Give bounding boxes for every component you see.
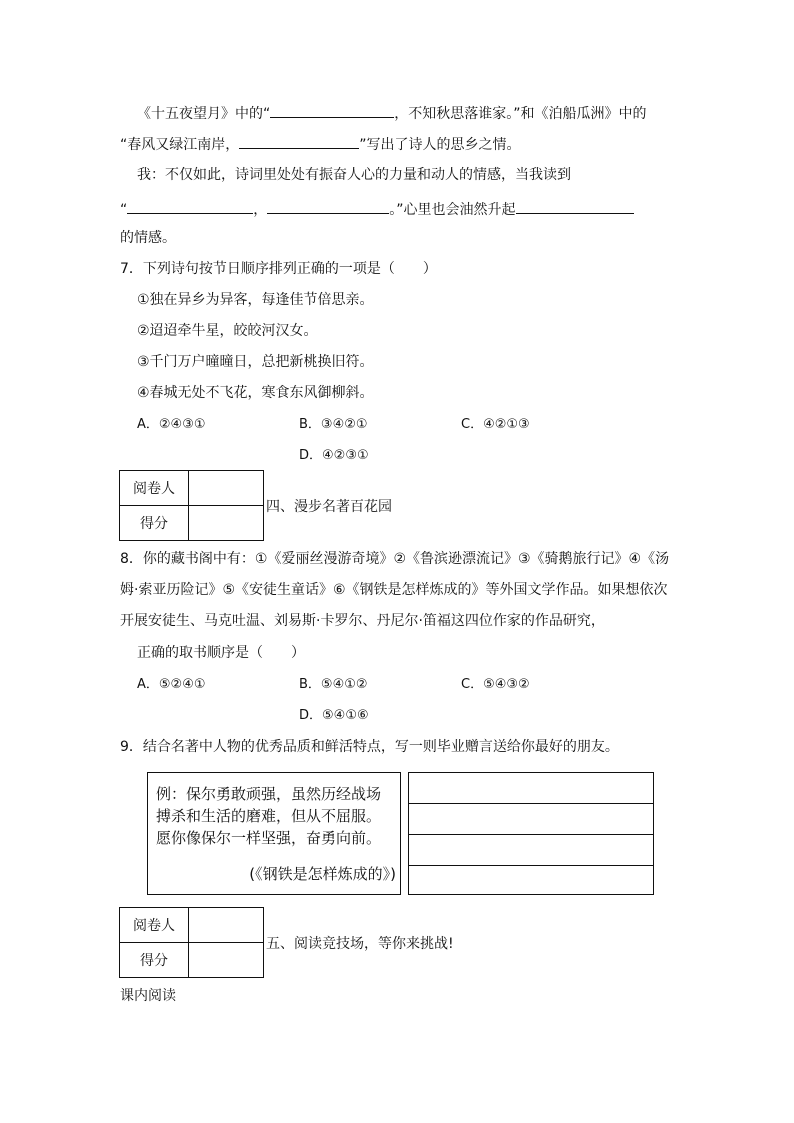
- answer-line: [409, 834, 653, 835]
- score-cell[interactable]: [189, 943, 264, 978]
- example-text: 例：保尔勇敢顽强，虽然历经战场搏杀和生活的磨难，但从不屈服。愿你像保尔一样坚强，奋勇向前。: [156, 785, 382, 847]
- poem-line-4-c: 。”心里也会油然升起: [389, 202, 516, 218]
- blank-input[interactable]: [127, 198, 253, 214]
- q8-line-2: 姆·索亚历险记》⑤《安徒生童话》⑥《钢铁是怎样炼成的》等外国文学作品。如果想依次: [120, 582, 668, 598]
- q8-line-3: 开展安徒生、马克吐温、刘易斯·卡罗尔、丹尼尔·笛福这四位作家的作品研究，: [120, 613, 605, 629]
- footer-label: 课内阅读: [120, 988, 176, 1004]
- q8-line-4: 正确的取书顺序是（ ）: [137, 645, 305, 661]
- q7-item: ②迢迢牵牛星，皎皎河汉女。: [137, 323, 318, 339]
- blank-input[interactable]: [239, 133, 359, 149]
- q7-option-b[interactable]: B．③④②①: [299, 417, 368, 432]
- poem-line-4: [120, 198, 634, 220]
- score-label: 得分: [120, 943, 189, 978]
- reviewer-cell[interactable]: [189, 471, 264, 506]
- score-cell[interactable]: [189, 506, 264, 541]
- section-5-title: 五、阅读竞技场，等你来挑战!: [266, 936, 454, 952]
- q7-stem: 7．下列诗句按节日顺序排列正确的一项是（ ）: [120, 261, 437, 277]
- q9-stem: 9．结合名著中人物的优秀品质和鲜活特点，写一则毕业赠言送给你最好的朋友。: [120, 739, 619, 755]
- q8-option-d[interactable]: D．⑤④①⑥: [299, 708, 369, 723]
- answer-line: [409, 803, 653, 804]
- reviewer-label: 阅卷人: [120, 908, 189, 943]
- q7-item: ④春城无处不飞花，寒食东风御柳斜。: [137, 385, 374, 401]
- example-box: [147, 772, 401, 895]
- example-source: (《钢铁是怎样炼成的》): [249, 865, 396, 883]
- section-4-title: 四、漫步名著百花园: [266, 499, 392, 515]
- score-table-section-4: [119, 470, 264, 541]
- poem-line-4-a: “: [120, 202, 128, 218]
- poem-line-1-a: 《十五夜望月》中的“: [137, 106, 271, 122]
- q7-option-a[interactable]: A．②④③①: [137, 417, 206, 432]
- blank-input[interactable]: [270, 102, 394, 118]
- blank-input[interactable]: [516, 198, 634, 214]
- poem-line-2-a: “春风又绿江南岸，: [120, 137, 240, 153]
- q8-option-b[interactable]: B．⑤④①②: [299, 677, 368, 692]
- q7-option-d[interactable]: D．④②③①: [299, 448, 369, 463]
- score-label: 得分: [120, 506, 189, 541]
- reviewer-cell[interactable]: [189, 908, 264, 943]
- poem-line-3: 我：不仅如此，诗词里处处有振奋人心的力量和动人的情感，当我读到: [137, 167, 571, 183]
- answer-line: [409, 865, 653, 866]
- poem-line-2-b: ”写出了诗人的思乡之情。: [359, 137, 521, 153]
- poem-line-1: [137, 102, 647, 124]
- blank-input[interactable]: [267, 198, 389, 214]
- poem-line-5: 的情感。: [120, 230, 176, 246]
- q8-option-a[interactable]: A．⑤②④①: [137, 677, 206, 692]
- score-table-section-5: [119, 907, 264, 978]
- q7-item: ①独在异乡为异客，每逢佳节倍思亲。: [137, 292, 374, 308]
- answer-box[interactable]: [408, 772, 654, 895]
- q7-item: ③千门万户曈曈日，总把新桃换旧符。: [137, 354, 374, 370]
- poem-line-1-b: ，不知秋思落谁家。”和《泊船瓜洲》中的: [394, 106, 647, 122]
- poem-line-2: [120, 133, 521, 155]
- q7-option-c[interactable]: C．④②①③: [461, 417, 530, 432]
- q8-line-1: 8．你的藏书阁中有：①《爱丽丝漫游奇境》②《鲁滨逊漂流记》③《骑鹅旅行记》④《汤: [120, 551, 670, 567]
- reviewer-label: 阅卷人: [120, 471, 189, 506]
- q8-option-c[interactable]: C．⑤④③②: [461, 677, 530, 692]
- poem-line-4-b: ，: [253, 202, 268, 218]
